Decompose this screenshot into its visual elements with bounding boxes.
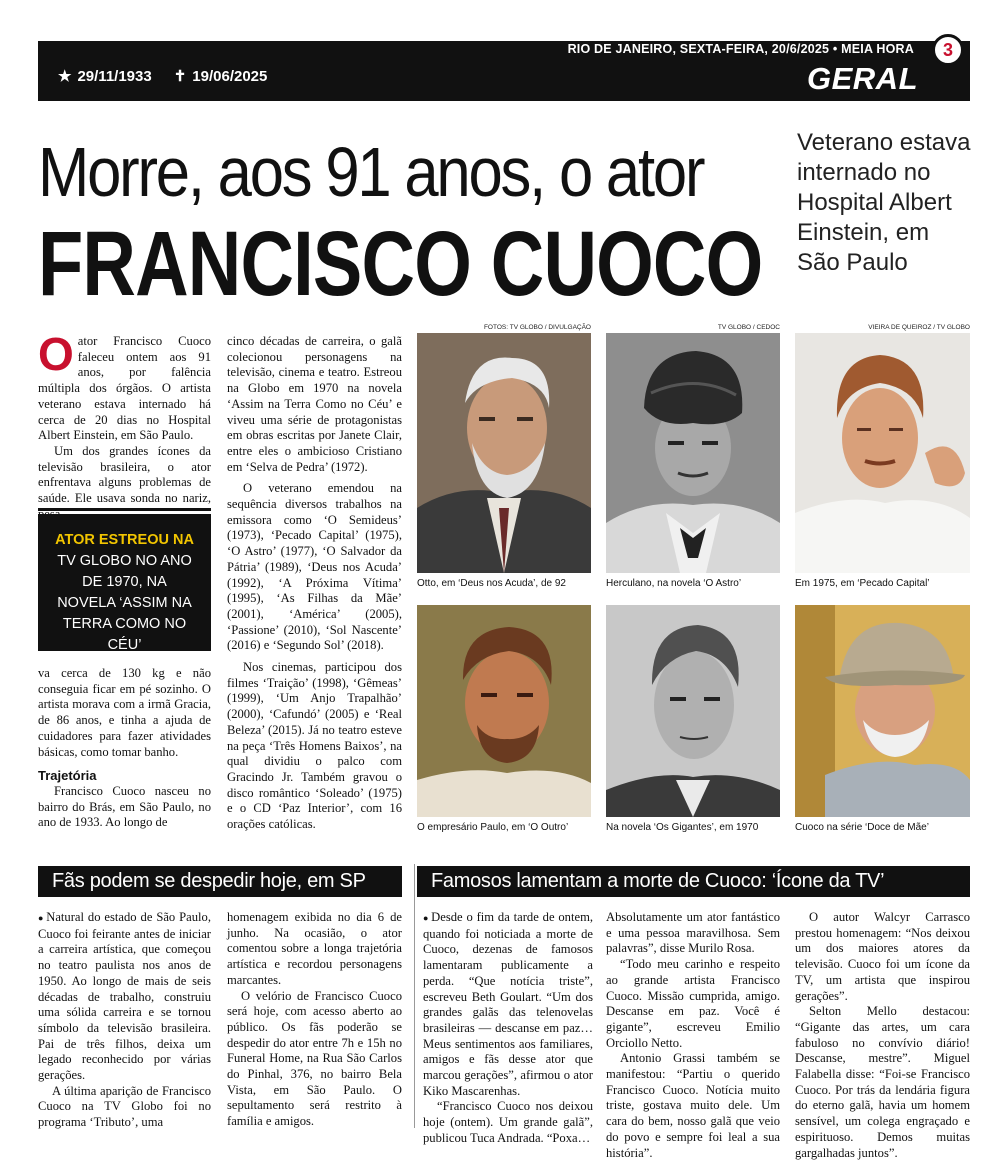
photo-herculano <box>606 333 780 573</box>
photo-credit-2: TV GLOBO / CEDOC <box>717 324 780 331</box>
drop-cap: O <box>38 328 74 380</box>
caption-photo-6: Cuoco na série ‘Doce de Mãe’ <box>795 822 929 833</box>
famosos-column-1: ● Desde o fim da tarde de ontem, quando foi noticiada a morte de Cuoco, dezenas de famosos lamentaram publicamente a perda. “Que notícia triste”, escreveu Beth Goulart. “Um dos grandes galãs das telenovelas brasileiras — descanse em paz… Meus sentimentos aos familiares, amigos e fãs desse ator que marcou gerações”, afirmou o ator Kiko Mascarenhas. “Francisco Cuoco nos deixou hoje (ontem). Um grande galã”, publicou Tuca Andrada. “Poxa… <box>423 910 594 1145</box>
bullet-icon: ● <box>38 913 45 923</box>
masthead-bar <box>38 41 970 101</box>
headline-line-2: FRANCISCO CUOCO <box>38 213 763 315</box>
article-column-2: cinco décadas de carreira, o galã colecionou personagens na televisão, cinema e teatro. Estreou na Globo em 1970 na novela ‘Assim na Terra Como no Céu’ e viveu uma série de protagonistas em obras escritas por Janete Clair, entre eles o ambicioso Cristiano em ‘Selva de Pedra’ (1972). O veterano emendou na sequência diversos trabalhos na emissora como ‘O Semideus’ (1973), ‘Pecado Capital’ (1975), ‘O Astro’ (1977), ‘O Salvador da Pátria’ (1989), ‘Deus nos Acuda’ (1992), ‘A Próxima Vítima’ (1995), ‘As Filhas da Mãe’ (2001), ‘América’ (2005), ‘Passione’ (2010), ‘Sol Nascente’ (2016) e ‘Segundo Sol’ (2018). Nos cinemas, participou dos filmes ‘Traição’ (1998), ‘Gêmeas’ (1999), ‘Um Anjo Trapalhão’ (2000), ‘Cafundó’ (2005) e ‘Real Beleza’ (2015). Já no teatro esteve na peça ‘Três Homens Baixos’, na qual dividiu o palco com Gracindo Jr. Também gravou o disco romântico ‘Soleado’ (1975) e o CD ‘Paz Interior’, com 16 orações católicas. <box>227 334 402 832</box>
caption-photo-1: Otto, em ‘Deus nos Acuda’, de 92 <box>417 578 566 589</box>
caption-photo-3: Em 1975, em ‘Pecado Capital’ <box>795 578 930 589</box>
fans-column-2: homenagem exibida no dia 6 de junho. Na ocasião, o ator comentou sobre a longa trajetória artística e recordou personagens marcantes. O velório de Francisco Cuoco será hoje, com acesso aberto ao público. Os fãs poderão se despedir do ator entre 7h e 15h no Funeral Home, na Rua São Carlos do Pinhal, 376, no bairro Bela Vista, em São Paulo. O sepultamento será restrito à família e amigos. <box>227 910 402 1129</box>
caption-photo-4: O empresário Paulo, em ‘O Outro’ <box>417 822 569 833</box>
photo-o-outro <box>417 605 591 817</box>
section-name: GERAL <box>807 61 918 96</box>
column-divider <box>414 864 415 1128</box>
subheading-trajetoria: Trajetória <box>38 768 97 784</box>
death-date: 19/06/2025 <box>192 67 268 85</box>
section-header-fans: Fãs podem se despedir hoje, em SP <box>38 866 402 897</box>
famosos-column-3: O autor Walcyr Carrasco prestou homenagem: “Nos deixou um dos maiores atores da televisão. Cuoco foi um ícone da TV, um artista que inspirou gerações”. Selton Mello destacou: “Gigante das artes, um cara fabuloso no convívio diário! Descanse, mestre”. Miguel Falabella disse: “Foi-se Francisco Cuoco. Por trás da lendária figura do eterno galã, havia um homem sensível, um colega engraçado e espirituoso. Demos muitas gargalhadas juntos”. <box>795 910 970 1160</box>
photo-credit-1: FOTOS: TV GLOBO / DIVULGAÇÃO <box>483 324 591 331</box>
dateline: RIO DE JANEIRO, SEXTA-FEIRA, 20/6/2025 • MEIA HORA <box>567 42 914 56</box>
pull-quote-text: TV GLOBO NO ANO DE 1970, NA NOVELA ‘ASSIM NA TERRA COMO NO CÉU’ <box>57 553 192 653</box>
life-dates <box>58 67 267 85</box>
caption-photo-2: Herculano, na novela ‘O Astro’ <box>606 578 742 589</box>
subheadline: Veterano estava internado no Hospital Albert Einstein, em São Paulo <box>797 129 971 276</box>
star-icon: ★ <box>58 68 72 85</box>
page-number: 3 <box>932 34 964 66</box>
pull-quote-highlight: ATOR ESTREOU NA <box>55 532 194 548</box>
photo-credit-3: VIEIRA DE QUEIROZ / TV GLOBO <box>868 324 970 331</box>
pull-quote-box <box>38 514 211 651</box>
photo-doce-de-mae <box>795 605 970 817</box>
article-column-1: Oator Francisco Cuoco faleceu ontem aos 91 anos, por falência múltipla dos órgãos. O artista veterano estava internado há cerca de 20 dias no Hospital Albert Einstein, em São Paulo. Um dos grandes ícones da televisão brasileira, o ator enfrentava alguns problemas de saúde. Ele usava sonda no nariz, <box>38 328 211 506</box>
birth-date: 29/11/1933 <box>77 67 152 85</box>
fans-column-1: ● Natural do estado de São Paulo, Cuoco foi feirante antes de iniciar a carreira artística, que começou no teatro paulista nos anos de 1950. Ao longo de mais de seis décadas de trabalho, construiu uma sólida carreira e se tornou símbolo da televisão brasileira. Pai de três filhos, deixa um legado reconhecido por várias gerações. A última aparição de Francisco Cuoco na TV Globo foi no programa ‘Tributo’, uma <box>38 910 211 1130</box>
photo-pecado-capital <box>795 333 970 573</box>
bullet-icon: ● <box>423 913 430 923</box>
photo-os-gigantes <box>606 605 780 817</box>
cross-icon: ✝ <box>173 68 187 85</box>
section-header-famosos: Famosos lamentam a morte de Cuoco: ‘Ícone da TV’ <box>417 866 970 897</box>
article-column-1-cont: va cerca de 130 kg e não conseguia ficar em pé sozinho. O artista morava com a irmã Gracia, de 86 anos, e tinha a ajuda de cuidadores para fazer atividades básicas, como tomar banho. Trajetória Francisco Cuoco nasceu no bairro do Brás, em São Paulo, no ano de 1933. Ao longo de <box>38 666 211 830</box>
famosos-column-2: Absolutamente um ator fantástico e uma pessoa maravilhosa. Sem palavras”, disse Murilo Rosa. “Todo meu carinho e respeito ao grande artista Francisco Cuoco. Missão cumprida, amigo. Descanse em paz. Você é gigante”, escreveu Emilio Orciollo Netto. Antonio Grassi também se manifestou: “Partiu o querido Francisco Cuoco. Notícia muito triste, gostava muito dele. Um cara do bem, nosso galã que veio do povo e sempre foi leal a sua história”. <box>606 910 780 1160</box>
caption-photo-5: Na novela ‘Os Gigantes’, em 1970 <box>606 822 759 833</box>
headline-line-1: Morre, aos 91 anos, o ator <box>38 133 704 211</box>
photo-otto <box>417 333 591 573</box>
